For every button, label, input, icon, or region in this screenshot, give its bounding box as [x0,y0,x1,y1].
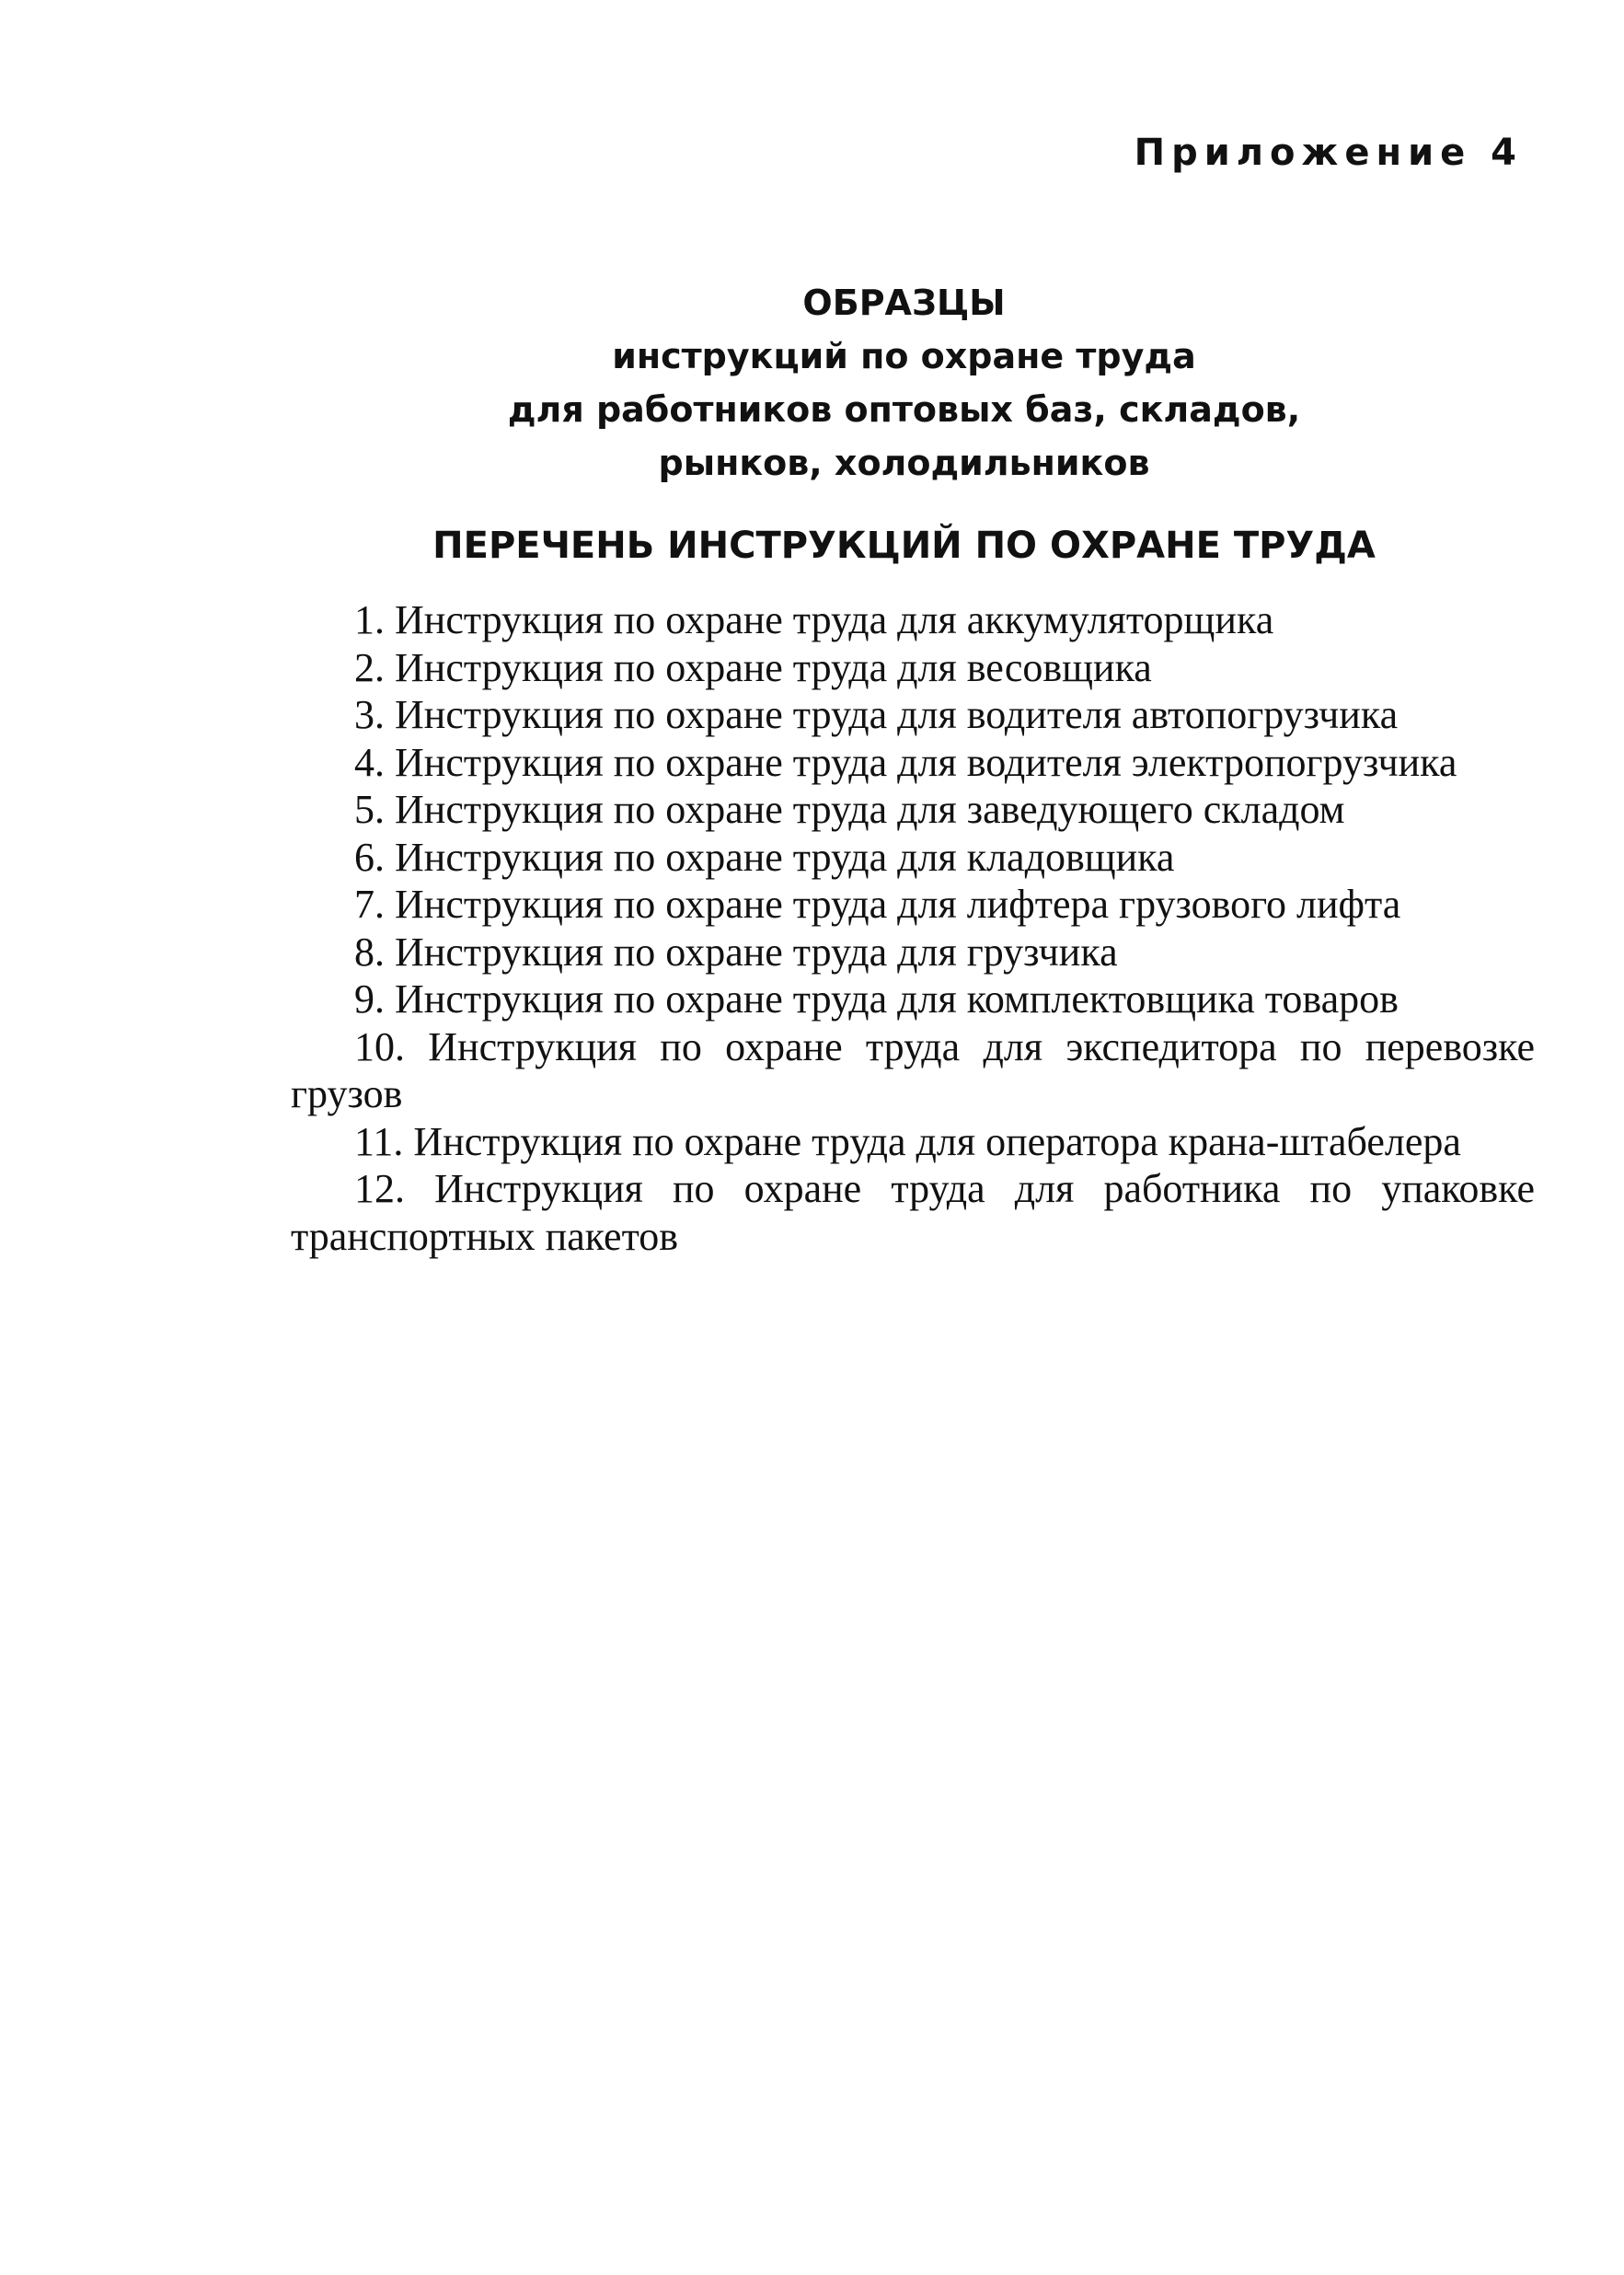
list-item: 7. Инструкция по охране труда для лифтера грузового лифта [354,882,1401,927]
list-item: 12. Инструкция по охране труда для работника по упаковке транспортных пакетов [291,1166,1535,1259]
list-item: 3. Инструкция по охране труда для водителя автопогрузчика [354,692,1399,737]
list-item: 11. Инструкция по охране труда для оператора крана-штабелера [354,1118,1461,1164]
appendix-label: Приложение 4 [1134,132,1523,174]
document-title [276,276,1532,490]
list-item: 10. Инструкция по охране труда для экспедитора по перевозке грузов [291,1023,1535,1116]
list-item: 5. Инструкция по охране труда для заведующего складом [354,787,1345,832]
title-line-1: ОБРАЗЦЫ [802,283,1006,323]
list-item: 2. Инструкция по охране труда для весовщика [354,644,1152,690]
instruction-list [291,596,1535,1260]
list-item: 4. Инструкция по охране труда для водителя электропогрузчика [354,739,1457,785]
title-line-4: рынков, холодильников [658,443,1150,483]
list-heading: ПЕРЕЧЕНЬ ИНСТРУКЦИЙ ПО ОХРАНЕ ТРУДА [432,525,1376,567]
title-line-2: инструкций по охране труда [612,336,1196,376]
list-item: 6. Инструкция по охране труда для кладовщика [354,834,1175,880]
list-item: 1. Инструкция по охране труда для аккумуляторщика [354,597,1274,642]
list-item: 8. Инструкция по охране труда для грузчика [354,929,1118,975]
list-item: 9. Инструкция по охране труда для комплектовщика товаров [354,976,1399,1022]
title-line-3: для работников оптовых баз, складов, [507,389,1301,430]
